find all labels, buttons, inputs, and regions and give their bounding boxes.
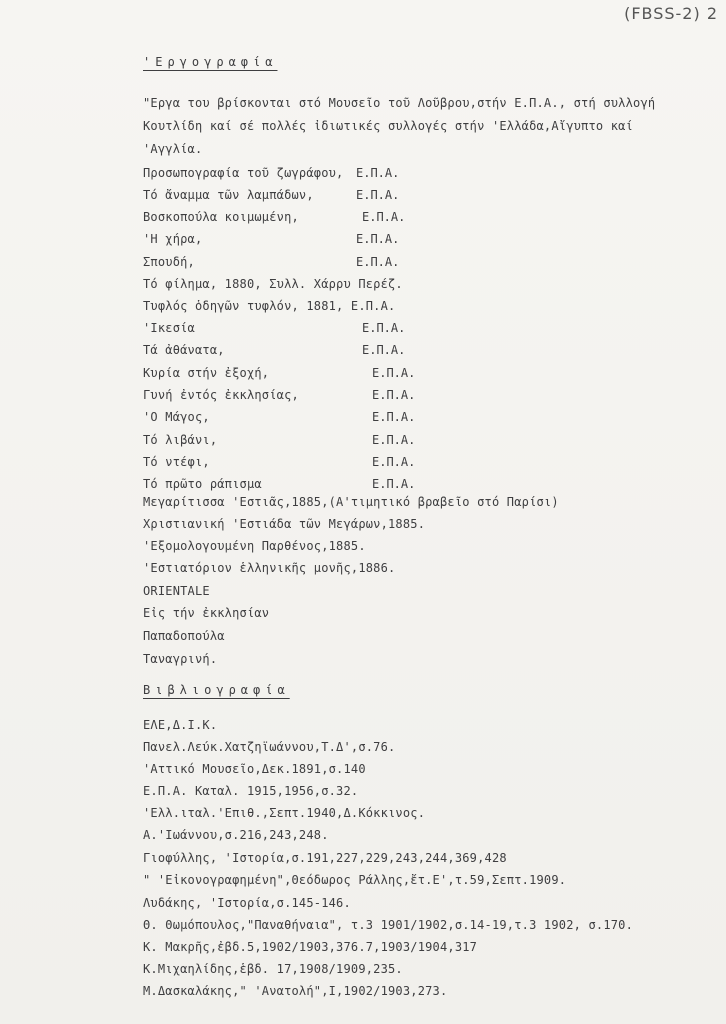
works-item bbox=[143, 255, 195, 269]
works-item bbox=[143, 629, 225, 643]
works-item-title: Προσωπογραφία τοῦ ζωγράφου, bbox=[143, 166, 344, 180]
works-item-title: Ταναγρινή. bbox=[143, 652, 218, 666]
works-item bbox=[143, 321, 195, 335]
works-item-location: Ε.Π.Α. bbox=[356, 188, 400, 202]
works-item bbox=[143, 166, 343, 180]
works-item bbox=[143, 455, 210, 469]
bibliography-heading: Βιβλιογραφία bbox=[143, 683, 290, 697]
works-item-title: Μεγαρίτισσα 'Εστιᾶς,1885,(Α'τιμητικό βραβεῖο στό Παρίσι) bbox=[143, 495, 559, 509]
works-item bbox=[143, 584, 210, 598]
bibliography-item: Α.'Ιωάννου,σ.216,243,248. bbox=[143, 828, 329, 842]
works-item bbox=[143, 477, 262, 491]
works-item-location: Ε.Π.Α. bbox=[362, 321, 406, 335]
works-item bbox=[143, 343, 225, 357]
bibliography-item: Κ. Μακρῆς,ἐβδ.5,1902/1903,376.7,1903/1904,317 bbox=[143, 940, 478, 954]
bibliography-item: Πανελ.Λεύκ.Χατζηϊωάννου,Τ.Δ',σ.76. bbox=[143, 740, 396, 754]
works-item bbox=[143, 539, 366, 553]
works-item-title: 'Εξομολογουμένη Παρθένος,1885. bbox=[143, 539, 366, 553]
works-item bbox=[143, 299, 395, 313]
works-item-location: Ε.Π.Α. bbox=[356, 166, 400, 180]
reference-note: (FBSS-2) 2 bbox=[624, 4, 718, 23]
works-item-location: Ε.Π.Α. bbox=[372, 366, 416, 380]
works-item-location: Ε.Π.Α. bbox=[356, 255, 400, 269]
works-item-title: Τά ἀθάνατα, bbox=[143, 343, 225, 357]
bibliography-item: Γιοφύλλης, 'Ιστορία,σ.191,227,229,243,244,369,428 bbox=[143, 851, 507, 865]
works-item-title: Τό λιβάνι, bbox=[143, 433, 218, 447]
works-item bbox=[143, 495, 559, 509]
works-item-title: Παπαδοπούλα bbox=[143, 629, 225, 643]
works-item-location: Ε.Π.Α. bbox=[372, 477, 416, 491]
works-item bbox=[143, 410, 210, 424]
works-item-title: 'Ο Μάγος, bbox=[143, 410, 210, 424]
bibliography-item: ΕΛΕ,Δ.Ι.Κ. bbox=[143, 718, 218, 732]
works-item-title: Τό ἄναμμα τῶν λαμπάδων, bbox=[143, 188, 314, 202]
works-item-title: 'Εστιατόριον ἑλληνικῆς μονῆς,1886. bbox=[143, 561, 396, 575]
works-item-location: Ε.Π.Α. bbox=[356, 232, 400, 246]
works-item-title: Βοσκοπούλα κοιμωμένη, bbox=[143, 210, 299, 224]
bibliography-item: Μ.Δασκαλάκης," 'Ανατολή",Ι,1902/1903,273. bbox=[143, 984, 448, 998]
works-item bbox=[143, 606, 269, 620]
works-item-title: Σπουδή, bbox=[143, 255, 195, 269]
works-intro-line: "Εργα του βρίσκονται στό Μουσεῖο τοῦ Λοῦβρου,στήν Ε.Π.Α., στή συλλογή bbox=[143, 96, 656, 110]
bibliography-item: Θ. Θωμόπουλος,"Παναθήναια", τ.3 1901/1902,σ.14-19,τ.3 1902, σ.170. bbox=[143, 918, 634, 932]
works-item bbox=[143, 517, 425, 531]
works-item-location: Ε.Π.Α. bbox=[372, 410, 416, 424]
works-intro-line: Κουτλίδη καί σέ πολλές ἰδιωτικές συλλογές στήν 'Ελλάδα,Αἴγυπτο καί bbox=[143, 119, 634, 133]
works-item-location: Ε.Π.Α. bbox=[372, 455, 416, 469]
works-item-title: Κυρία στήν ἐξοχή, bbox=[143, 366, 270, 380]
works-item-title: Χριστιανική 'Εστιάδα τῶν Μεγάρων,1885. bbox=[143, 517, 426, 531]
bibliography-item: Ε.Π.Α. Καταλ. 1915,1956,σ.32. bbox=[143, 784, 359, 798]
works-item-title: 'Η χήρα, bbox=[143, 232, 203, 246]
works-item bbox=[143, 232, 202, 246]
bibliography-item: Κ.Μιχαηλίδης,ἑβδ. 17,1908/1909,235. bbox=[143, 962, 403, 976]
works-item-title: Γυνή ἐντός ἐκκλησίας, bbox=[143, 388, 299, 402]
bibliography-item: 'Ελλ.ιταλ.'Επιθ.,Σεπτ.1940,Δ.Κόκκινος. bbox=[143, 806, 426, 820]
works-item bbox=[143, 388, 299, 402]
works-item bbox=[143, 277, 403, 291]
bibliography-item: Λυδάκης, 'Ιστορία,σ.145-146. bbox=[143, 896, 351, 910]
works-item-location: Ε.Π.Α. bbox=[362, 210, 406, 224]
works-heading: 'Εργογραφία bbox=[143, 55, 278, 69]
works-item bbox=[143, 188, 314, 202]
works-item bbox=[143, 433, 217, 447]
works-item-title: ORIENTALE bbox=[143, 584, 210, 598]
works-item-location: Ε.Π.Α. bbox=[362, 343, 406, 357]
works-item-location: Ε.Π.Α. bbox=[372, 433, 416, 447]
works-item-title: Τό φίλημα, 1880, Συλλ. Χάρρυ Περέζ. bbox=[143, 277, 403, 291]
works-item-location: Ε.Π.Α. bbox=[372, 388, 416, 402]
works-item bbox=[143, 210, 299, 224]
works-item bbox=[143, 366, 269, 380]
works-item-title: Τό ντέφι, bbox=[143, 455, 210, 469]
works-item bbox=[143, 652, 217, 666]
works-item-title: 'Ικεσία bbox=[143, 321, 195, 335]
bibliography-item: 'Αττικό Μουσεῖο,Δεκ.1891,σ.140 bbox=[143, 762, 366, 776]
works-item-title: Τυφλός ὁδηγῶν τυφλόν, 1881, Ε.Π.Α. bbox=[143, 299, 396, 313]
works-item bbox=[143, 561, 395, 575]
bibliography-item: " 'Εἰκονογραφημένη",Θεόδωρος Ράλλης,ἔτ.Ε',τ.59,Σεπτ.1909. bbox=[143, 873, 567, 887]
works-intro-line: 'Αγγλία. bbox=[143, 142, 203, 156]
works-item-title: Εἰς τήν ἐκκλησίαν bbox=[143, 606, 270, 620]
works-item-title: Τό πρῶτο ράπισμα bbox=[143, 477, 262, 491]
